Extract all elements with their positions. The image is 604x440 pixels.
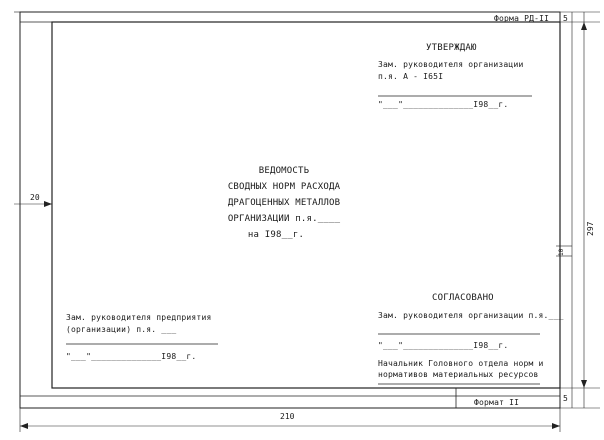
approve-date: "___"______________I98__г. (378, 100, 509, 109)
agree-heading: СОГЛАСОВАНО (432, 293, 494, 303)
bottom-small-dimension: 5 (563, 394, 568, 403)
width-dimension: 210 (280, 412, 295, 421)
enterprise-org-number: (организации) п.я. ___ (66, 325, 177, 334)
agree-position: Зам. руководителя организации п.я.___ (378, 311, 564, 320)
document-title-line2: СВОДНЫХ НОРМ РАСХОДА (227, 182, 341, 192)
document-title-line5: на I98__г. (247, 230, 305, 240)
format-label: Формат II (474, 398, 520, 407)
enterprise-date: "___"______________I98__г. (66, 352, 197, 361)
document-title-line4: ОРГАНИЗАЦИИ п.я.____ (227, 214, 341, 224)
enterprise-position: Зам. руководителя предприятия (66, 313, 212, 322)
agree-date: "___"______________I98__г. (378, 341, 509, 350)
approve-org-number: п.я. А - I65I (378, 72, 444, 81)
agree-head-line1: Начальник Головного отдела норм и (378, 359, 544, 368)
form-label: Форма РД-II (494, 14, 550, 23)
height-dimension: 297 (586, 221, 595, 236)
document-title-line1: ВЕДОМОСТЬ (258, 166, 310, 176)
approve-heading: УТВЕРЖДАЮ (426, 43, 477, 53)
left-margin-dimension: 20 (30, 193, 40, 202)
top-small-dimension: 5 (563, 14, 568, 23)
agree-head-line2: нормативов материальных ресурсов (378, 370, 539, 379)
mid-small-dimension: 10 (558, 248, 565, 256)
approve-position: Зам. руководителя организации (378, 60, 524, 69)
document-title-line3: ДРАГОЦЕННЫХ МЕТАЛЛОВ (227, 198, 341, 208)
